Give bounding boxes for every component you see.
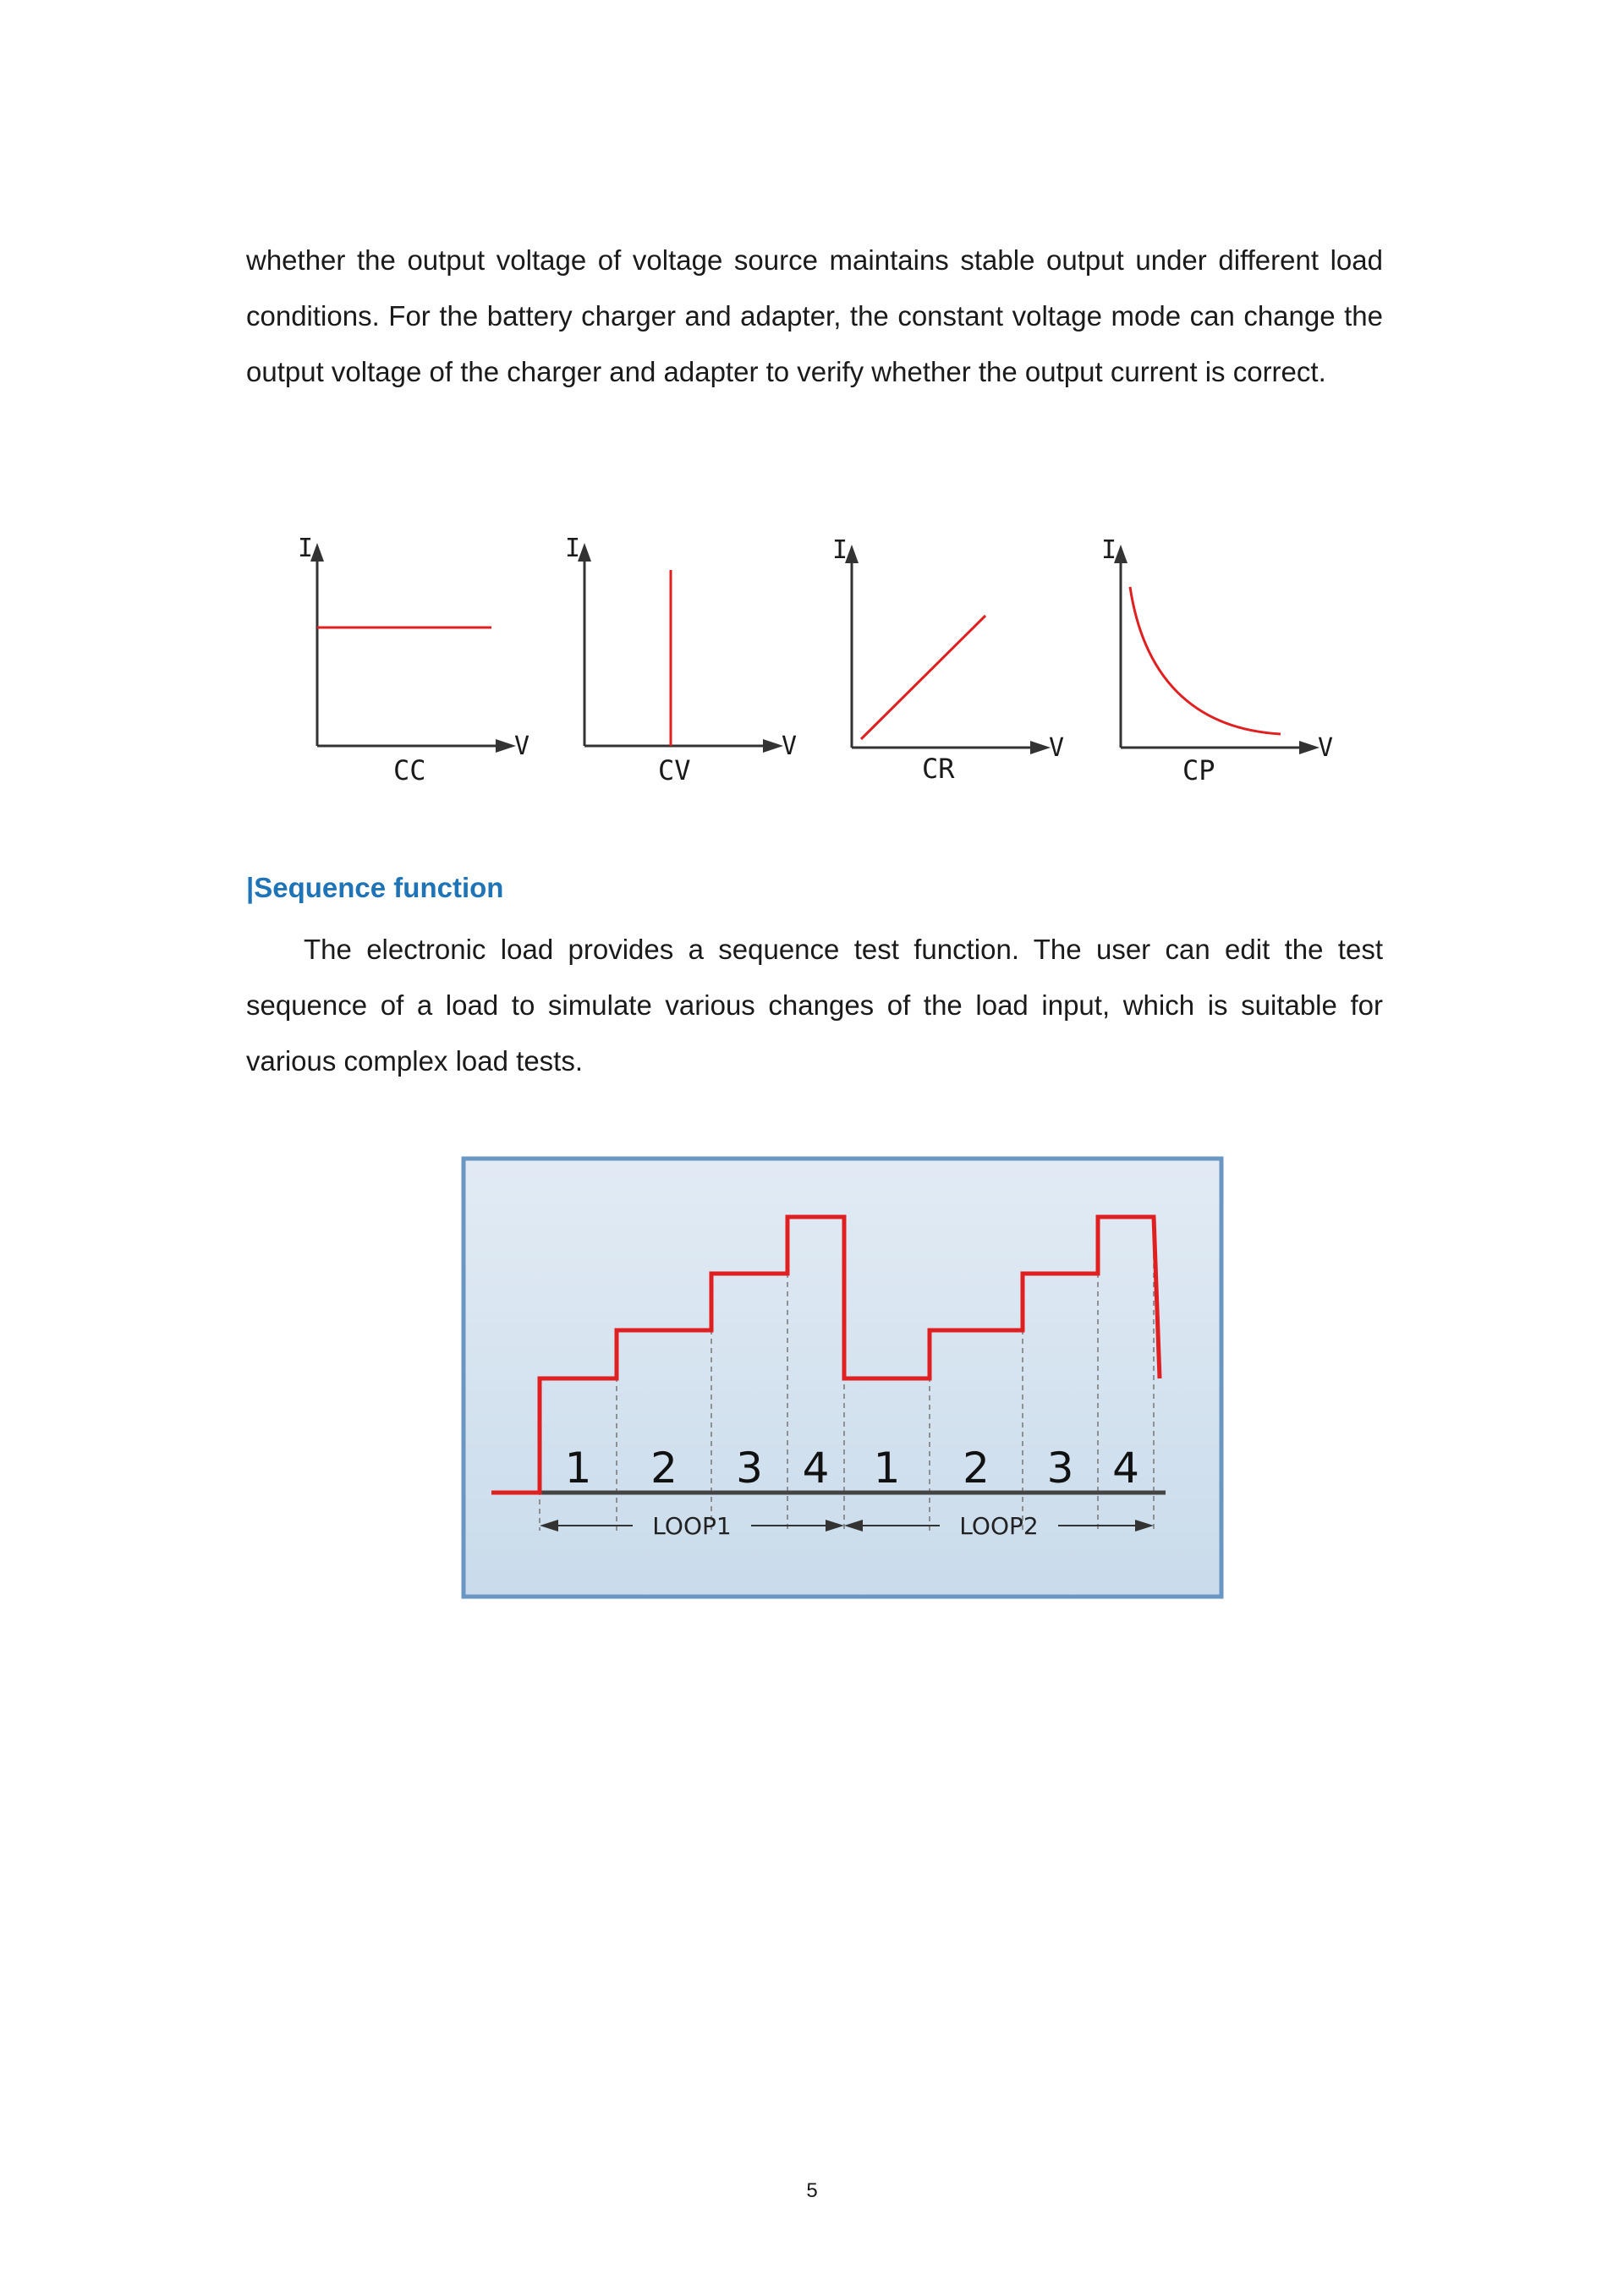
sequence-chart — [462, 1157, 1223, 1598]
loop-label: LOOP1 — [652, 1512, 732, 1540]
paragraph-constant-voltage: whether the output voltage of voltage source maintains stable output under different load conditions. For the battery charger and adapter, the constant voltage mode can change the output voltage of the charger and adapter to verify whether the output current is correct. — [246, 244, 1383, 387]
cr-v-label: V — [1049, 733, 1065, 763]
cv-i-label: I — [565, 534, 581, 563]
step-label: 1 — [873, 1444, 901, 1493]
cv-graph — [555, 533, 809, 803]
cp-graph — [1091, 533, 1345, 803]
step-label: 2 — [963, 1444, 990, 1493]
step-label: 1 — [564, 1444, 592, 1493]
cr-graph — [822, 533, 1076, 803]
cc-v-label: V — [514, 732, 530, 761]
cr-curve — [861, 616, 985, 739]
cv-v-label: V — [782, 732, 798, 761]
cc-graph — [288, 533, 541, 803]
cp-curve — [1130, 587, 1281, 734]
page-number: 5 — [806, 2179, 818, 2202]
step-label: 2 — [650, 1444, 678, 1493]
section-heading-sequence: |Sequence function — [246, 872, 504, 903]
step-label: 3 — [1046, 1444, 1074, 1493]
step-label: 4 — [1112, 1444, 1139, 1493]
cr-i-label: I — [832, 535, 848, 565]
cc-mode-label: CC — [393, 754, 426, 786]
cp-i-label: I — [1101, 535, 1117, 565]
cp-mode-label: CP — [1182, 754, 1215, 786]
loop-label: LOOP2 — [959, 1512, 1039, 1540]
cv-mode-label: CV — [658, 754, 691, 786]
cp-v-label: V — [1318, 733, 1334, 763]
paragraph-sequence-function: The electronic load provides a sequence test function. The user can edit the test sequence of a load to simulate various changes of the load input, which is suitable for various complex load tests. — [246, 934, 1383, 1077]
cc-i-label: I — [298, 534, 314, 563]
step-label: 3 — [736, 1444, 763, 1493]
step-label: 4 — [802, 1444, 830, 1493]
cr-mode-label: CR — [922, 753, 955, 785]
